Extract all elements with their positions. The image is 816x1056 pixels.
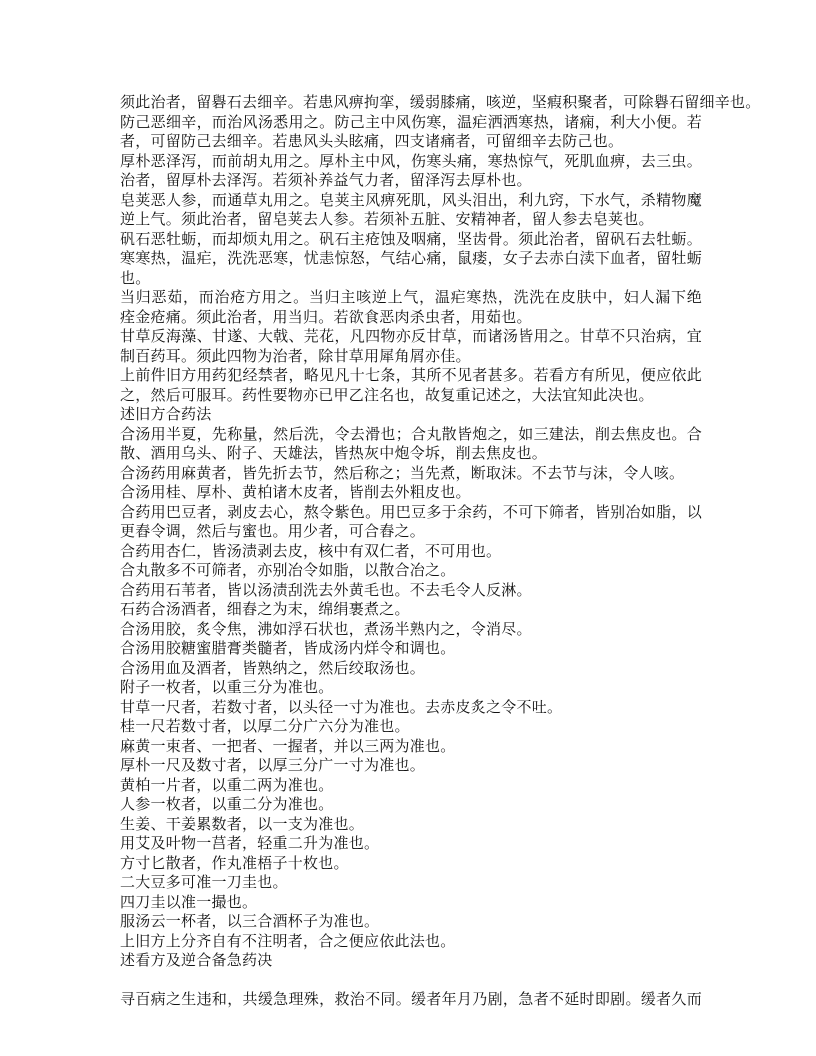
paragraph bbox=[120, 581, 702, 601]
text-line: 合药用石苇者，皆以汤渍刮洗去外黄毛也。不去毛令人反淋。 bbox=[120, 580, 532, 599]
text-line: 方寸匕散者，作丸准梧子十枚也。 bbox=[120, 853, 349, 872]
paragraph bbox=[120, 600, 702, 620]
text-line: 合汤用半夏，先称量，然后洗，令去滑也；合丸散皆炮之，如三建法，削去焦皮也。合 bbox=[120, 424, 702, 443]
paragraph bbox=[120, 678, 702, 698]
paragraph bbox=[120, 620, 702, 640]
text-line: 麻黄一束者、一把者、一握者，并以三两为准也。 bbox=[120, 736, 456, 755]
text-line: 厚朴一尺及数寸者，以厚三分广一寸为准也。 bbox=[120, 756, 426, 774]
text-line: 四刀圭以准一撮也。 bbox=[120, 892, 258, 911]
text-line: 黄柏一片者，以重二两为准也。 bbox=[120, 775, 334, 794]
paragraph bbox=[120, 659, 702, 679]
text-line: 附子一枚者，以重三分为准也。 bbox=[120, 678, 334, 696]
text-line: 述旧方合药法 bbox=[120, 405, 212, 423]
text-line: 寒寒热，温疟，洗洗恶寒，忧恚惊怒，气结心痛，鼠瘘，女子去赤白渎下血者，留牡蛎 bbox=[120, 249, 702, 267]
paragraph bbox=[120, 717, 702, 737]
text-line: 石药合汤酒者，细舂之为末，绵绢裹煮之。 bbox=[120, 600, 410, 618]
paragraph bbox=[120, 932, 702, 952]
paragraph bbox=[120, 230, 702, 289]
paragraph bbox=[120, 288, 702, 327]
paragraph bbox=[120, 366, 702, 405]
text-line: 者，可留防己去细辛。若患风头头眩痛，四支诸痛者，可留细辛去防己也。 bbox=[120, 132, 624, 150]
paragraph bbox=[120, 854, 702, 874]
text-line: 桂一尺若数寸者，以厚二分广六分为准也。 bbox=[120, 717, 410, 735]
paragraph bbox=[120, 561, 702, 581]
paragraph bbox=[120, 795, 702, 815]
paragraph bbox=[120, 873, 702, 893]
text-line: 合药用杏仁，皆汤渍剥去皮，核中有双仁者，不可用也。 bbox=[120, 541, 502, 560]
paragraph bbox=[120, 93, 761, 113]
blank-line bbox=[120, 971, 702, 991]
text-line: 也。 bbox=[120, 268, 151, 287]
paragraph bbox=[120, 503, 702, 542]
text-line: 厚朴恶泽泻，而前胡丸用之。厚朴主中风，伤寒头痛，寒热惊气，死肌血痹，去三虫。 bbox=[120, 151, 702, 170]
document-body bbox=[120, 93, 761, 1010]
paragraph bbox=[120, 776, 702, 796]
paragraph bbox=[120, 483, 702, 503]
paragraph bbox=[120, 990, 702, 1010]
text-line: 合汤用胶，炙令焦，沸如浮石状也，煮汤半熟内之，令消尽。 bbox=[120, 619, 532, 638]
paragraph bbox=[120, 464, 702, 484]
text-line: 人参一枚者，以重二分为准也。 bbox=[120, 795, 334, 813]
text-line: 合丸散多不可筛者，亦别冶令如脂，以散合冶之。 bbox=[120, 561, 456, 579]
paragraph bbox=[120, 113, 702, 152]
text-line: 合汤用血及酒者，皆熟纳之，然后绞取汤也。 bbox=[120, 658, 426, 677]
text-line: 甘草反海藻、甘遂、大戟、芫花，凡四物亦反甘草，而诸汤皆用之。甘草不只治病，宜 bbox=[120, 327, 702, 345]
text-line: 防己恶细辛，而治风汤悉用之。防己主中风伤寒，温疟洒洒寒热，诸痫，利大小便。若 bbox=[120, 112, 702, 131]
text-line: 治者，留厚朴去泽泻。若须补养益气力者，留泽泻去厚朴也。 bbox=[120, 171, 532, 189]
paragraph bbox=[120, 737, 702, 757]
paragraph bbox=[120, 912, 702, 932]
text-line: 上旧方上分齐自有不注明者，合之便应依此法也。 bbox=[120, 931, 456, 950]
text-line: 之，然后可服耳。药性要物亦已甲乙注名也，故复重记述之，大法宜知此决也。 bbox=[120, 385, 654, 404]
text-line: 逆上气。须此治者，留皂荚去人参。若须补五脏、安精神者，留人参去皂荚也。 bbox=[120, 210, 654, 228]
text-line: 当归恶茹，而治疮方用之。当归主咳逆上气，温疟寒热，洗洗在皮肤中，妇人漏下绝 bbox=[120, 288, 702, 306]
text-line: 合汤用胶糖蜜腊膏类髓者，皆成汤内烊令和调也。 bbox=[120, 639, 456, 657]
paragraph bbox=[120, 425, 702, 464]
paragraph bbox=[120, 834, 702, 854]
paragraph bbox=[120, 639, 702, 659]
text-line: 更舂令调，然后与蜜也。用少者，可合舂之。 bbox=[120, 522, 426, 540]
text-line: 合药用巴豆者，剥皮去心，熬令紫色。用巴豆多于余药，不可下筛者，皆别冶如脂，以 bbox=[120, 502, 702, 521]
paragraph bbox=[120, 152, 702, 191]
paragraph bbox=[120, 756, 702, 776]
paragraph bbox=[120, 893, 702, 913]
text-line: 上前件旧方用药犯经禁者，略见凡十七条，其所不见者甚多。若看方有所见，便应依此 bbox=[120, 366, 702, 384]
paragraph bbox=[120, 405, 702, 425]
text-line: 皂荚恶人参，而通草丸用之。皂荚主风痹死肌，风头泪出，利九窍，下水气，杀精物魔 bbox=[120, 190, 702, 209]
paragraph bbox=[120, 542, 702, 562]
text-line: 合汤药用麻黄者，皆先折去节，然后称之；当先煮，断取沫。不去节与沫，令人咳。 bbox=[120, 463, 685, 482]
paragraph bbox=[120, 698, 702, 718]
text-line: 矾石恶牡蛎，而却烦丸用之。矾石主疮蚀及咽痛，坚齿骨。须此治者，留矾石去牡蛎。 bbox=[120, 229, 702, 248]
text-line: 服汤云一杯者，以三合酒杯子为准也。 bbox=[120, 912, 380, 930]
paragraph bbox=[120, 815, 702, 835]
text-line: 生姜、干姜累数者，以一支为准也。 bbox=[120, 814, 365, 833]
text-line: 须此治者，留礜石去细辛。若患风痹拘挛，缓弱膝痛，咳逆，坚瘕积聚者，可除礜石留细辛也。 bbox=[120, 93, 761, 111]
text-line: 甘草一尺者，若数寸者，以头径一寸为准也。去赤皮炙之令不吐。 bbox=[120, 697, 563, 716]
text-line: 合汤用桂、厚朴、黄柏诸木皮者，皆削去外粗皮也。 bbox=[120, 483, 471, 501]
paragraph bbox=[120, 951, 702, 971]
text-line: 用艾及叶物一莒者，轻重二升为准也。 bbox=[120, 834, 380, 852]
paragraph bbox=[120, 191, 702, 230]
text-line: 散、酒用乌头、附子、天雄法，皆热灰中炮令坼，削去焦皮也。 bbox=[120, 444, 548, 462]
text-line: 述看方及逆合备急药决 bbox=[120, 951, 273, 969]
text-line: 寻百病之生违和，共缓急理殊，救治不同。缓者年月乃剧，急者不延时即剧。缓者久而 bbox=[120, 990, 702, 1008]
text-line: 二大豆多可准一刀圭也。 bbox=[120, 873, 288, 891]
text-line: 痊金疮痛。须此治者，用当归。若欲食恶肉杀虫者，用茹也。 bbox=[120, 307, 532, 326]
text-line: 制百药耳。须此四物为治者，除甘草用犀角屑亦佳。 bbox=[120, 346, 471, 365]
paragraph bbox=[120, 327, 702, 366]
